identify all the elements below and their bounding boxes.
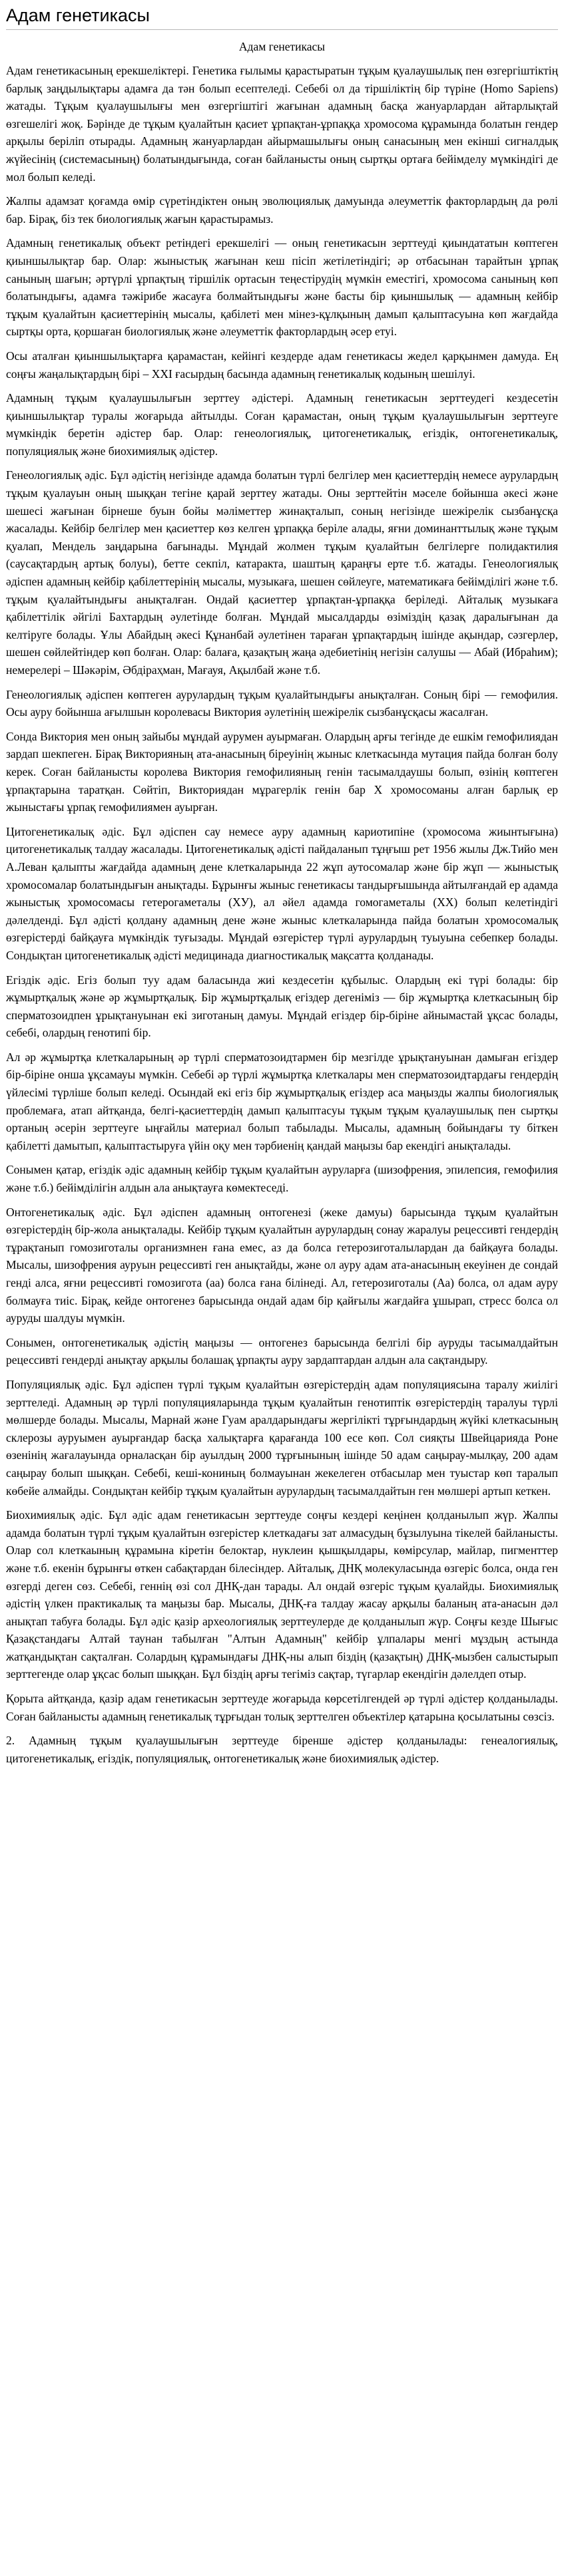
paragraph: Сонымен, онтогенетикалық әдістің маңызы — онтогенез барысында белгілі бір ауруды тасымалдайтын рецессивті гендерді анықтау арқылы болашақ ұрпақты ауру зардаптардан алдын ала сақтандыру. xyxy=(6,1335,558,1367)
paragraph: Адам генетикасының ерекшеліктері. Генетика ғылымы қарастыратын тұқым қуалаушылық пен өзгергіштіктің барлық заңдылықтары адамға да тән болып есептеледі. Себебі ол да тіршіліктің бір түріне (Homo Sapiens) жатады. Тұқым қуалаушылығы мен өзгергіштігі жағынан адамның басқа жануарлардан айтарлықтай өзгешелігі жоқ. Бәрінде де тұқым қуалайтын қасиет ұрпақтан-ұрпаққа хромосома құрамында болатын гендер арқылы беріліп отырады. Адамның жануарлардан айырмашылығы оның санасының мен екінші сигналдық жүйесінің (системасының) болатындығында, соған байланысты оның сыртқы ортаға бейімделу мүмкіндігі де мол болып келеді. xyxy=(6,64,558,184)
paragraph: Ал әр жұмыртқа клеткаларының әр түрлі сперматозоидтармен бір мезгілде ұрықтануынан дамыған егіздер бір-біріне онша ұқсамауы мүмкін. Себебі әр түрлі жұмыртқа клеткалары мен сперматозоидтардағы гендердің үйлесімі түрліше болып келеді. Осындай екі егіз бір жұмыртқалық егіздер аса маңызды жалпы биологиялық проблемаға, атап айтқанда, белгі-қасиеттердің дамып қалыптасуы тұқым тұқым қуалаушылық пен сыртқы ортаның әсерін зерттеуге ыңғайлы материал болып табылады. Мысалы, адамның бойындағы ту біткен қабілетті дамытып, қалыптастыруға үйін оқу мен тәрбиенің қандай маңызы бар екендігі анықталады. xyxy=(6,1050,558,1152)
document-heading: Адам генетикасы xyxy=(238,40,326,53)
paragraph: Жалпы адамзат қоғамда өмір сүретіндіктен оның эволюциялық дамуында әлеуметтік факторлардың да рөлі бар. Бірақ, біз тек биологиялық жағын қарастырамыз. xyxy=(6,194,558,226)
paragraph: Биохимиялық әдіс. Бұл әдіс адам генетикасын зерттеуде соңғы кездері кеңінен қолданылып жүр. Жалпы адамда болатын түрлі тұқым қуалайтын өзгерістер клеткадағы зат алмасудың бұзылуына тікелей байланысты. Олар сол клеткаының құрамына кіретін белоктар, нуклеин қышқылдары, көмірсулар, майлар, пигменттер және т.б. екенін бұрынғы өткен сабақтардан білесіндер. Айталық, ДНҚ молекуласында өзгеріс болса, онда ген өзгерді деген сөз. Себебі, геннің өзі сол ДНҚ-дан тарады. Ал ондай өзгеріс тұқым қуалайды. Биохимиялық әдістің үлкен практикалық та маңызы бар. Мысалы, ДНҚ-ға талдау жасау арқылы баланың ата-анасын дәл анықтап табуға болады. Бұл әдіс қазір археологиялық зерттеулерде де қолданылып жүр. Соңғы кезде Шығыс Қазақстандағы Алтай таунан табылған "Алтын Адамның" кейбір ұлпалары менгі мұздың астында жатқандықтан сақталған. Солардың құрамындағы ДНҚ-ны алып біздің (қазақтың) ДНҚ-мызбен салыстырып зерттегенде олар ұқсас болып шыққан. Бұл біздің арғы тегіміз сақтар, түгарлар екендігін дәлелдеп отыр. xyxy=(6,1508,558,1681)
paragraph: Цитогенетикалық әдіс. Бұл әдіспен сау немесе ауру адамның кариотипіне (хромосома жиынтығына) цитогенетикалық талдау жасалады. Цитогенетикалық әдісті пайдаланып тұңғыш рет 1956 жылы Дж.Тийо мен А.Леван қалыпты жағдайда адамның дене клеткаларында 22 жұп аутосомалар және бір жұп — жыныстық хромосомалар болатындығын анықтады. Бұрынғы жыныс генетикасы тандырғышында айтылғандай ер адамда жыныстық хромосомасы гетерогаметалы (ХУ), ал әйел адамда гомогаметалы (ХХ) болып келетіндігі дәлелденді. Бұл әдісті қолдану адамның дене және жыныс клеткаларында пайда болатын хромосомалық өзгерістерді байқауға мүмкіндік туғызады. Мұндай өзгерістер түрлі аурулардың туыуына себепкер болады. Сондықтан цитогенетикалық әдісті медицинада диагностикалық мақсатта қолданады. xyxy=(6,824,558,962)
document-body xyxy=(6,62,558,1767)
paragraph: Егіздік әдіс. Егіз болып туу адам баласында жиі кездесетін құбылыс. Олардың екі түрі болады: бір жұмыртқалық және әр жұмыртқалық. Бір жұмыртқалық егіздер дегеніміз — бір жұмыртқа клеткасының бір сперматозоидпен ұрықтануынан екі зиготаның дамуы. Мұндай егіздер бір-біріне айнымастай ұқсас болады, себебі, олардың генотипі бір. xyxy=(6,973,558,1040)
paragraph: Сонда Виктория мен оның зайыбы мұндай аурумен ауырмаған. Олардың арғы тегінде де ешкім гемофилиядан зардап шекпеген. Бірақ Викторияның ата-анасының біреуінің жыныс клеткасында мутация пайда болған болу керек. Соған байланысты королева Виктория гемофилияның генін тасымалдаушы болып, өзінің көптеген ұрпақтарына таратқан. Сөйтіп, Викториядан мұрагерлік генін бар Х хромосоманы алған барлық ер жыныстағы ұрпақ гемофилиямен ауырған. xyxy=(6,729,558,814)
paragraph: Адамның генетикалық объект ретіндегі ерекшелігі — оның генетикасын зерттеуді қиындататын көптеген қиыншылықтар бар. Олар: жыныстық жағынан кеш пісіп жетілетіндігі; әр отбасынан тарайтын ұрпақ санының шағын; әртүрлі ұрпақтың тіршілік ортасын теңестірудің мүмкін еместігі, хромосома санының көп болатындығы, адамға тәжірибе жасауға болмайтындығы және басты бір қиыншылық — адамның кейбір тұқым қуалайтын қасиеттерінің мысалы, қабілеті мен мінез-құлқының дамып қалыптасуына көп жағдайда сыртқы орта, қоршаған биологиялық және әлеуметтік факторлардың әсер етуі. xyxy=(6,236,558,339)
paragraph: Генеологиялық әдіс. Бұл әдістің негізінде адамда болатын түрлі белгілер мен қасиеттердің немесе аурулардың тұқым қуалауын оның шыққан тегіне қарай зерттеу жатады. Оны зерттейтін мәселе бойынша әкесі және шешесі жағынан бірнеше буын бойы мәліметтер жинақталып, соның негізінде шежірелік сызбанұсқа жасалады. Кейбір белгілер мен қасиеттер көз келген ұрпаққа беріле алады, яғни доминанттылық және тұқым қуалап, Мендель заңдарына бағынады. Мұндай жолмен тұқым қуалайтын белгілерге полидактилия (саусақтардың артық болуы), бетте секпіл, катаракта, шаштың қараңғы ерте т.б. жатады. Генеологиялық әдіспен адамның кейбір қабілеттерінің мысалы, музыкаға, шешен сөйлеуге, математикаға бейімділігі және т.б. тұқым қуалайтындығы анықталған. Ондай қасиеттер ұрпақтан-ұрпаққа беріледі. Айталық музыкаға қабілеттілік әйгілі Бахтардың әулетінде болған. Мұндай мысалдарды өзіміздің қазақ даралығынан да келтіруге болады. Ұлы Абайдың әкесі Құнанбай әулетінен тараған ұрпақтардың ішінде ақындар, сәзгерлер, шешен сөйлейтіндер көп болған. Олар: балаға, қазақтың жаңа әдебиетінің негізін салушы — Абай (Ибраһим); немерелері – Шәкәрім, Әбдіраҳман, Мағауя, Ақылбай және т.б. xyxy=(6,468,558,677)
paragraph: Адамның тұқым қуалаушылығын зерттеу әдістері. Адамның генетикасын зерттеудегі кездесетін қиыншылықтар туралы жоғарыда айтылды. Соған қарамастан, оның тұқым қуалаушылығын зерттеуге мүмкіндік беретін әдістер бар. Олар: генеологиялық, цитогенетикалық, егіздік, онтогенетикалық, популяциялық және биохимиялық әдістер. xyxy=(6,391,558,458)
paragraph: Осы аталған қиыншылықтарға қарамастан, кейінгі кездерде адам генетикасы жедел қарқынмен дамуда. Ең соңғы жаңалықтардың бірі – XXI ғасырдың басында адамның генетикалық кодының шешілуі. xyxy=(6,349,558,381)
paragraph: Генеологиялық әдіспен көптеген аурулардың тұқым қуалайтындығы анықталған. Соның бірі — гемофилия. Осы ауру бойынша ағылшын королевасы Виктория әулетінің шежірелік сызбанұсқасы жасалған. xyxy=(6,687,558,719)
page-title: Адам генетикасы xyxy=(6,4,558,30)
paragraph: Онтогенетикалық әдіс. Бұл әдіспен адамның онтогенезі (жеке дамуы) барысында тұқым қуалайтын өзгерістердің бір-жола анықталады. Кейбір тұқым қуалайтын аурулардың сонау жаралуы рецессивті гендердің тұрақтанып гомозиготалы организмнен ғана емес, аз да болса гетерозиготалылардан да байқауға болады. Мысалы, шизофрения ауруын рецессивті ген анықтайды, және ол ауру адам ата-анасының екеуінен де сондай генді алса, яғни рецессивті гомозигота (аа) болса ғана білінеді. Ал, гетерозиготалы (Аа) болса, ол адам ауру болмауға тиіс. Бірақ, кейде онтогенез барысында ондай адам бір қайғылы жағдайға ұшырап, стресс болса ол ауруды шалдуы мүмкін. xyxy=(6,1205,558,1325)
paragraph: 2. Адамның тұқым қуалаушылығын зерттеуде біренше әдістер қолданылады: генеалогиялық, цитогенетикалық, егіздік, популяциялық, онтогенетикалық және биохимиялық әдістер. xyxy=(6,1734,558,1765)
paragraph: Популяциялық әдіс. Бұл әдіспен түрлі тұқым қуалайтын өзгерістердің адам популяциясына таралу жиілігі зерттеледі. Адамның әр түрлі популяцияларында тұқым қуалайтын генотиптік өзгерістердің таралуы түрлі мөлшерде болады. Мысалы, Марнай және Гуам аралдарындағы жергілікті тұрғындардың жүйкі клеткасының склерозы ауруымен ауырғандар басқа халықтарға қарағанда 100 есе көп. Сол сияқты Швейцарияда Роне өзенінің жағалауында орналасқан бір ауылдың 2000 тұрғынының ішінде 50 адам саңырау-мылқау, 200 адам саңырау болып шыққан. Себебі, кешi-кониның болмауынан жекелеген отбасылар мен туыстар көп таралып көбейе алмайды. Сондықтан кейбір тұқым қуалайтын аурулардың тасымалдайтын ген мөлшері артып кеткен. xyxy=(6,1377,558,1498)
paragraph: Қорыта айтқанда, қазір адам генетикасын зерттеуде жоғарыда көрсетілгендей әр түрлі әдістер қолданылады. Соған байланысты адамның генетикалық тұрғыдан толық зерттелген объектілер қатарына қосылатыны сөзсіз. xyxy=(6,1692,558,1723)
paragraph: Сонымен қатар, егіздік әдіс адамның кейбір тұқым қуалайтын ауруларға (шизофрения, эпилепсия, гемофилия және т.б.) бейімділігін алдын ала анықтауға көмектеседі. xyxy=(6,1163,558,1195)
